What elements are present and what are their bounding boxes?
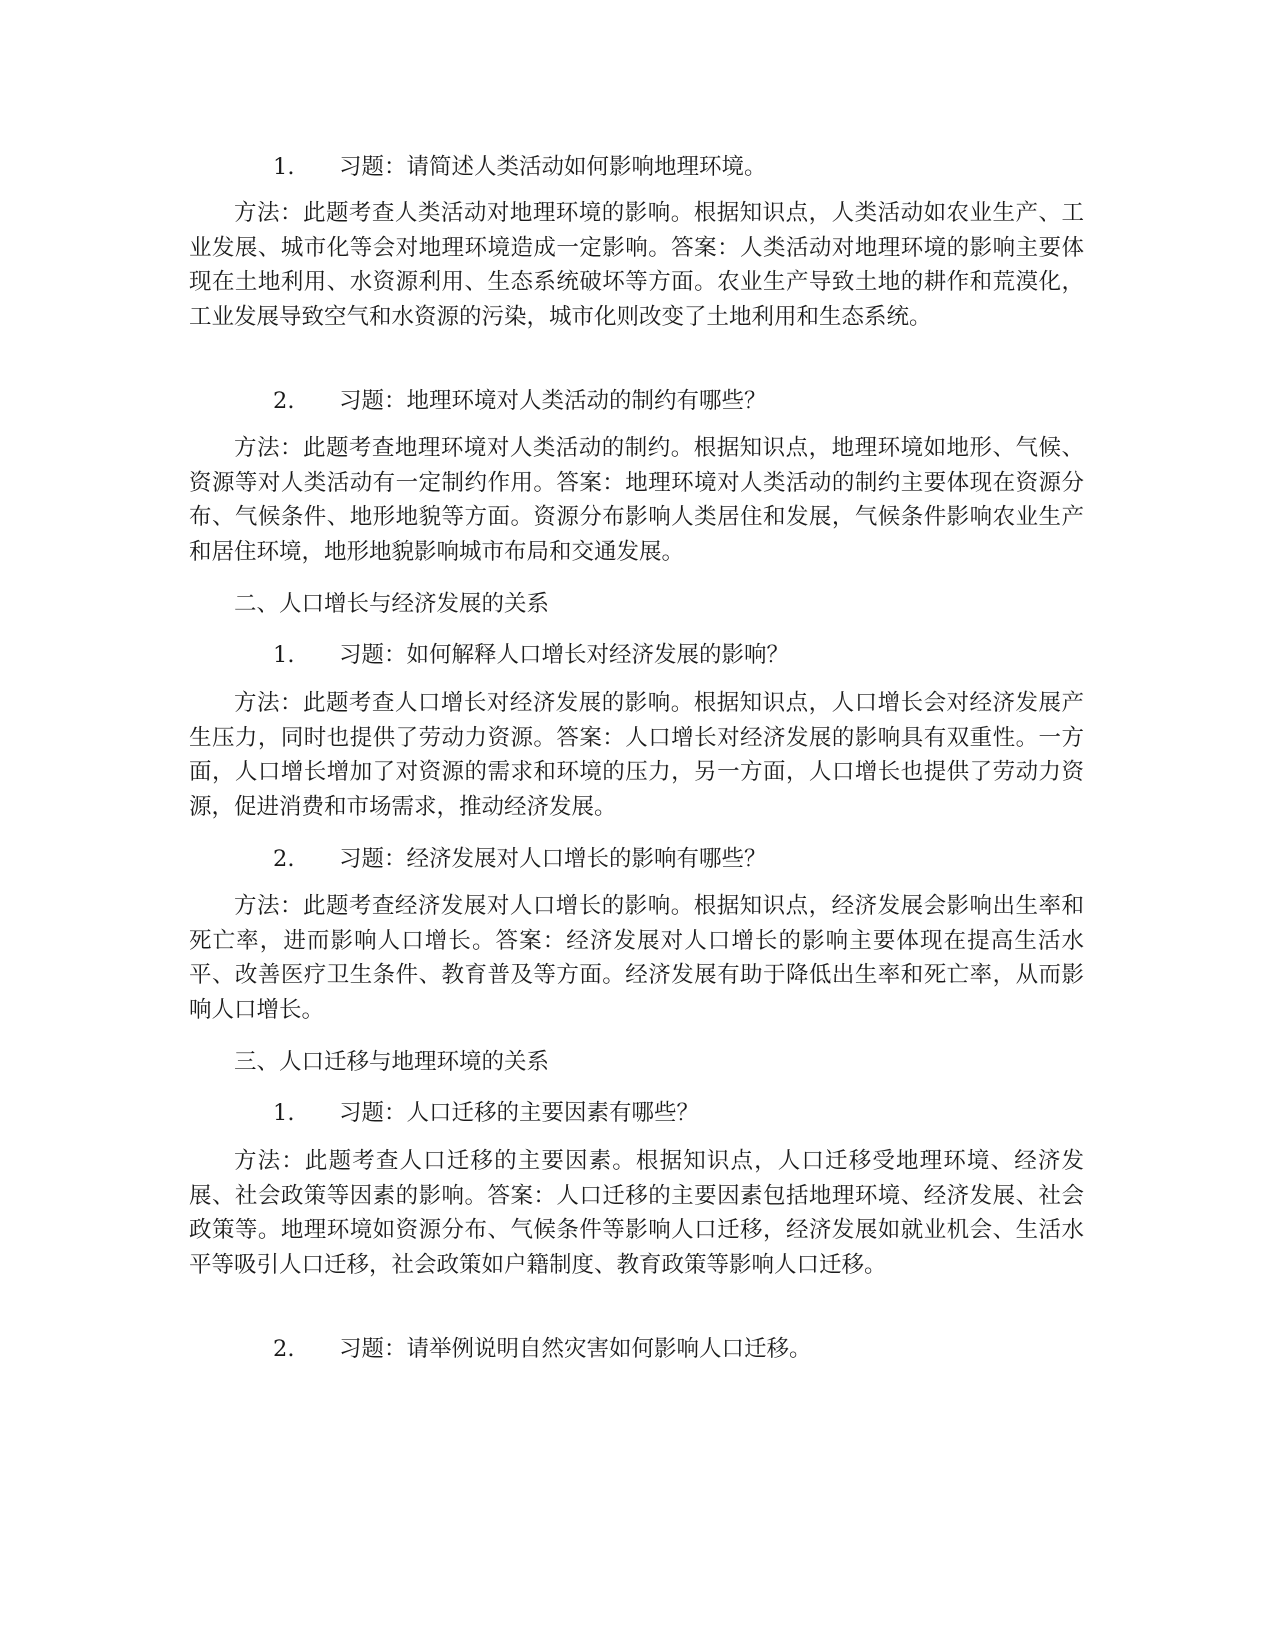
method-paragraph: 方法：此题考查人口迁移的主要因素。根据知识点，人口迁移受地理环境、经济发展、社会政策等因素的影响。答案：人口迁移的主要因素包括地理环境、经济发展、社会政策等。地理环境如资源分布、气候条件等影响人口迁移，经济发展如就业机会、生活水平等吸引人口迁移，社会政策如户籍制度、教育政策等影响人口迁移。 xyxy=(189,1148,1084,1278)
exercise-item xyxy=(273,1332,812,1366)
item-number: 1. xyxy=(273,642,295,668)
item-number: 1. xyxy=(273,1100,295,1126)
method-paragraph: 方法：此题考查人口增长对经济发展的影响。根据知识点，人口增长会对经济发展产生压力，同时也提供了劳动力资源。答案：人口增长对经济发展的影响具有双重性。一方面，人口增长增加了对资源的需求和环境的压力，另一方面，人口增长也提供了劳动力资源，促进消费和市场需求，推动经济发展。 xyxy=(189,690,1084,820)
item-text: 习题：请举例说明自然灾害如何影响人口迁移。 xyxy=(339,1336,812,1362)
item-text: 习题：人口迁移的主要因素有哪些？ xyxy=(339,1100,700,1126)
item-text: 习题：如何解释人口增长对经济发展的影响？ xyxy=(339,642,790,668)
item-text: 习题：经济发展对人口增长的影响有哪些？ xyxy=(339,846,767,872)
exercise-item xyxy=(273,384,767,418)
method-paragraph: 方法：此题考查人类活动对地理环境的影响。根据知识点，人类活动如农业生产、工业发展、城市化等会对地理环境造成一定影响。答案：人类活动对地理环境的影响主要体现在土地利用、水资源利用、生态系统破坏等方面。农业生产导致土地的耕作和荒漠化，工业发展导致空气和水资源的污染，城市化则改变了土地利用和生态系统。 xyxy=(189,200,1084,330)
exercise-item xyxy=(273,150,767,184)
item-number: 2. xyxy=(273,846,295,872)
item-number: 2. xyxy=(273,1336,295,1362)
item-number: 1. xyxy=(273,154,295,180)
section-heading: 二、人口增长与经济发展的关系 xyxy=(234,591,550,617)
method-paragraph: 方法：此题考查经济发展对人口增长的影响。根据知识点，经济发展会影响出生率和死亡率，进而影响人口增长。答案：经济发展对人口增长的影响主要体现在提高生活水平、改善医疗卫生条件、教育普及等方面。经济发展有助于降低出生率和死亡率，从而影响人口增长。 xyxy=(189,893,1084,1023)
item-text: 习题：请简述人类活动如何影响地理环境。 xyxy=(339,154,767,180)
exercise-item xyxy=(273,1096,699,1130)
exercise-item xyxy=(273,638,789,672)
method-paragraph: 方法：此题考查地理环境对人类活动的制约。根据知识点，地理环境如地形、气候、资源等对人类活动有一定制约作用。答案：地理环境对人类活动的制约主要体现在资源分布、气候条件、地形地貌等方面。资源分布影响人类居住和发展，气候条件影响农业生产和居住环境，地形地貌影响城市布局和交通发展。 xyxy=(189,435,1084,565)
item-number: 2. xyxy=(273,388,295,414)
section-heading: 三、人口迁移与地理环境的关系 xyxy=(234,1049,550,1075)
exercise-item xyxy=(273,842,767,876)
item-text: 习题：地理环境对人类活动的制约有哪些？ xyxy=(339,388,767,414)
